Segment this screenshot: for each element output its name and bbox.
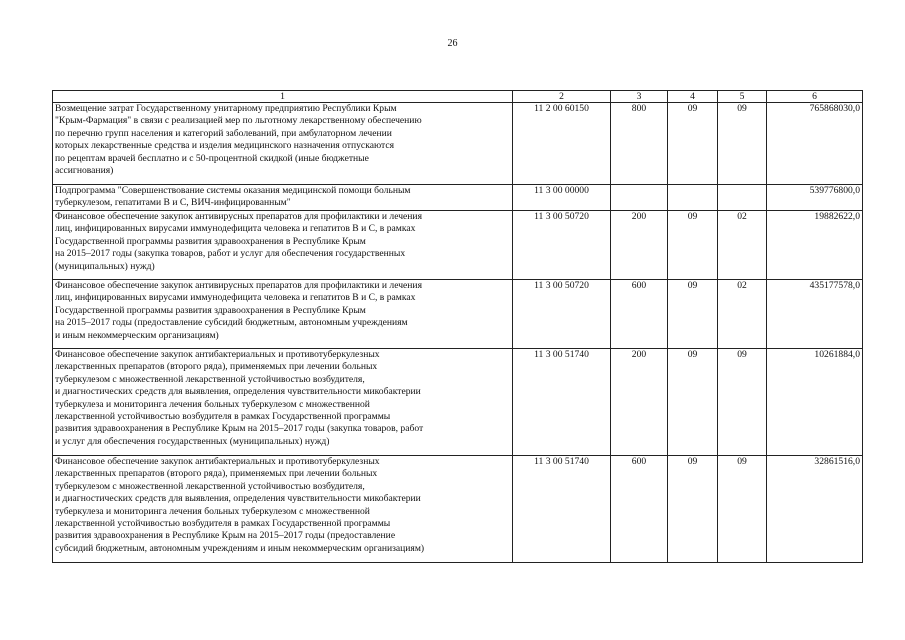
table-header-row: [53, 91, 863, 103]
row-col3: 800: [611, 103, 668, 185]
header-col-1: 1: [53, 91, 513, 103]
table-row: [53, 185, 863, 211]
row-col5: 09: [718, 103, 767, 185]
row-col4: [668, 185, 718, 211]
row-col3: 200: [611, 349, 668, 456]
row-code: 11 3 00 51740: [513, 349, 611, 456]
page-number: 26: [447, 38, 458, 49]
row-col4: 09: [668, 349, 718, 456]
table-row: [53, 456, 863, 563]
row-col3: 600: [611, 280, 668, 349]
row-code: 11 2 00 60150: [513, 103, 611, 185]
row-amount: 765868030,0: [767, 103, 863, 185]
row-description: Подпрограмма "Совершенствование системы оказания медицинской помощи больным туберкулезом, гепатитами В и С, ВИЧ-инфицированным": [53, 185, 513, 211]
row-amount: 539776800,0: [767, 185, 863, 211]
table-row: [53, 103, 863, 185]
header-col-4: 4: [668, 91, 718, 103]
table-row: [53, 280, 863, 349]
row-col3: [611, 185, 668, 211]
row-description: Финансовое обеспечение закупок антибактериальных и противотуберкулезных лекарственных препаратов (второго ряда), применяемых при лечении больных туберкулезом с множественной лекарственной устойчивостью возбудителя, и диагностических средств для выявления, определения чувствительности микобактерии туберкулеза и мониторинга лечения больных туберкулезом с множественной лекарственной устойчивостью возбудителя в рамках Государственной программы развития здравоохранения в Республике Крым на 2015–2017 годы (предоставление субсидий бюджетным, автономным учреждениям и иным некоммерческим организациям): [53, 456, 513, 563]
row-code: 11 3 00 00000: [513, 185, 611, 211]
row-col5: 09: [718, 456, 767, 563]
row-amount: 10261884,0: [767, 349, 863, 456]
row-amount: 19882622,0: [767, 211, 863, 280]
row-col5: [718, 185, 767, 211]
row-amount: 435177578,0: [767, 280, 863, 349]
header-col-2: 2: [513, 91, 611, 103]
row-description: Финансовое обеспечение закупок антивирусных препаратов для профилактики и лечения лиц, инфицированных вирусами иммунодефицита человека и гепатитов В и С, в рамках Государственной программы развития здравоохранения в Республике Крым на 2015–2017 годы (закупка товаров, работ и услуг для обеспечения государственных (муниципальных) нужд): [53, 211, 513, 280]
row-col3: 600: [611, 456, 668, 563]
header-col-3: 3: [611, 91, 668, 103]
row-code: 11 3 00 51740: [513, 456, 611, 563]
row-code: 11 3 00 50720: [513, 211, 611, 280]
row-col4: 09: [668, 280, 718, 349]
row-amount: 32861516,0: [767, 456, 863, 563]
table-row: [53, 211, 863, 280]
header-col-5: 5: [718, 91, 767, 103]
row-col5: 02: [718, 211, 767, 280]
row-col5: 02: [718, 280, 767, 349]
row-col4: 09: [668, 456, 718, 563]
row-description: Финансовое обеспечение закупок антибактериальных и противотуберкулезных лекарственных препаратов (второго ряда), применяемых при лечении больных туберкулезом с множественной лекарственной устойчивостью возбудителя, и диагностических средств для выявления, определения чувствительности микобактерии туберкулеза и мониторинга лечения больных туберкулезом с множественной лекарственной устойчивостью возбудителя в рамках Государственной программы развития здравоохранения в Республике Крым на 2015–2017 годы (закупка товаров, работ и услуг для обеспечения государственных (муниципальных) нужд): [53, 349, 513, 456]
header-col-6: 6: [767, 91, 863, 103]
row-description: Возмещение затрат Государственному унитарному предприятию Республики Крым "Крым-Фармация" в связи с реализацией мер по льготному лекарственному обеспечению по перечню групп населения и категорий заболеваний, при амбулаторном лечении которых лекарственные средства и изделия медицинского назначения отпускаются по рецептам врачей бесплатно и с 50-процентной скидкой (иные бюджетные ассигнования): [53, 103, 513, 185]
row-col4: 09: [668, 103, 718, 185]
row-description: Финансовое обеспечение закупок антивирусных препаратов для профилактики и лечения лиц, инфицированных вирусами иммунодефицита человека и гепатитов В и С, в рамках Государственной программы развития здравоохранения в Республике Крым на 2015–2017 годы (предоставление субсидий бюджетным, автономным учреждениям и иным некоммерческим организациям): [53, 280, 513, 349]
row-col4: 09: [668, 211, 718, 280]
budget-table: [52, 90, 863, 563]
row-col5: 09: [718, 349, 767, 456]
row-col3: 200: [611, 211, 668, 280]
table-row: [53, 349, 863, 456]
row-code: 11 3 00 50720: [513, 280, 611, 349]
